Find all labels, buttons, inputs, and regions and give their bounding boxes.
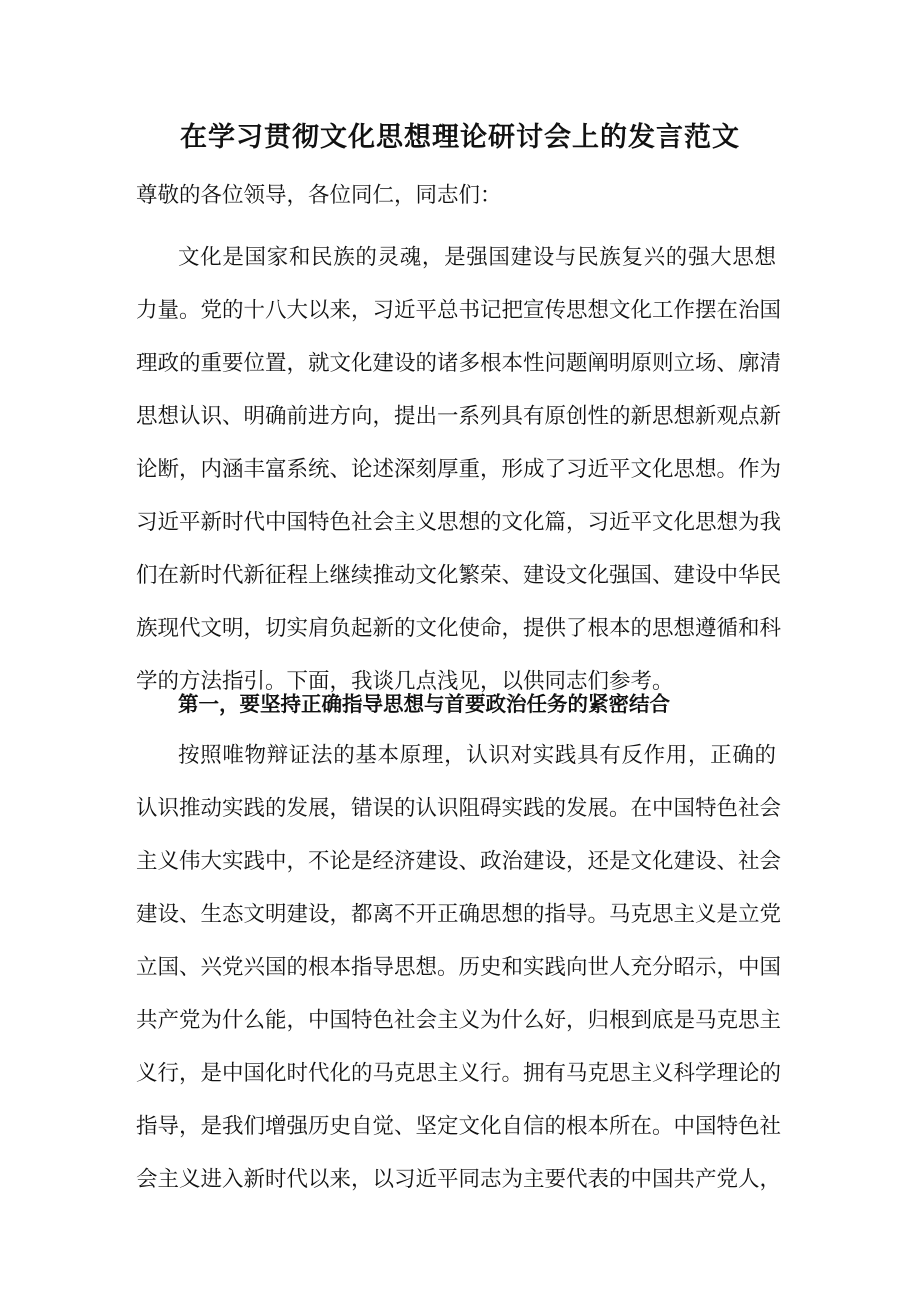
paragraph-line: 立国、兴党兴国的根本指导思想。历史和实践向世人充分昭示，中国 [136,955,782,980]
salutation: 尊敬的各位领导，各位同仁，同志们： [136,183,502,208]
paragraph-line: 认识推动实践的发展，错误的认识阻碍实践的发展。在中国特色社会 [136,796,782,821]
paragraph-line: 们在新时代新征程上继续推动文化繁荣、建设文化强国、建设中华民 [136,563,782,588]
paragraph-line: 按照唯物辩证法的基本原理，认识对实践具有反作用，正确的 [178,743,776,768]
document-title: 在学习贯彻文化思想理论研讨会上的发言范文 [180,122,740,153]
paragraph-line: 族现代文明，切实肩负起新的文化使命，提供了根本的思想遵循和科 [136,616,782,641]
paragraph-line: 建设、生态文明建设，都离不开正确思想的指导。马克思主义是立党 [136,902,782,927]
paragraph-line: 学的方法指引。下面，我谈几点浅见，以供同志们参考。 [136,669,674,694]
paragraph-line: 会主义进入新时代以来，以习近平同志为主要代表的中国共产党人， [136,1167,782,1192]
paragraph-line: 论断，内涵丰富系统、论述深刻厚重，形成了习近平文化思想。作为 [136,457,782,482]
paragraph-line: 习近平新时代中国特色社会主义思想的文化篇，习近平文化思想为我 [136,510,782,535]
paragraph-line: 力量。党的十八大以来，习近平总书记把宣传思想文化工作摆在治国 [136,298,782,323]
paragraph-line: 理政的重要位置，就文化建设的诸多根本性问题阐明原则立场、廓清 [136,351,782,376]
paragraph-line: 共产党为什么能，中国特色社会主义为什么好，归根到底是马克思主 [136,1008,782,1033]
paragraph-line: 主义伟大实践中，不论是经济建设、政治建设，还是文化建设、社会 [136,849,782,874]
paragraph-line: 义行，是中国化时代化的马克思主义行。拥有马克思主义科学理论的 [136,1061,782,1086]
paragraph-line: 指导，是我们增强历史自觉、坚定文化自信的根本所在。中国特色社 [136,1114,782,1139]
section-heading: 第一，要坚持正确指导思想与首要政治任务的紧密结合 [178,692,670,716]
paragraph-line: 文化是国家和民族的灵魂，是强国建设与民族复兴的强大思想 [178,245,776,270]
paragraph-line: 思想认识、明确前进方向，提出一系列具有原创性的新思想新观点新 [136,404,782,429]
